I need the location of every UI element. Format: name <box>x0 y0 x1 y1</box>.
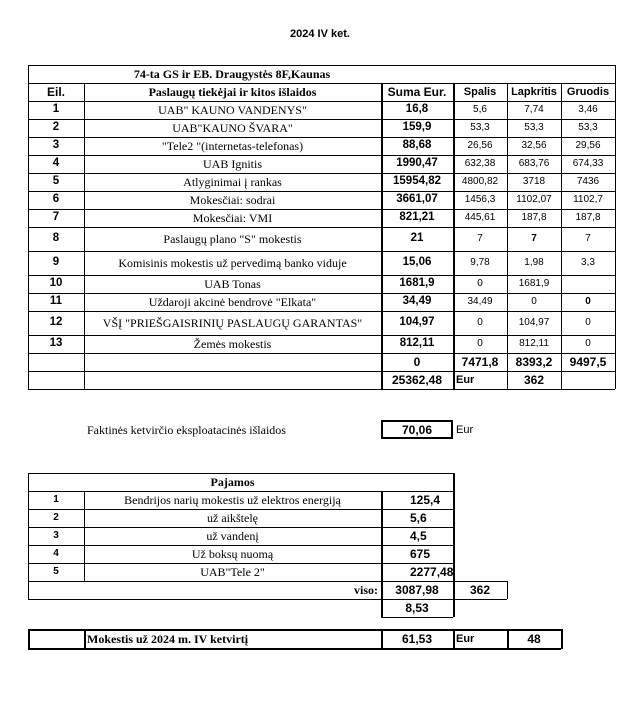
table-rule <box>381 491 383 617</box>
table-rule <box>28 251 615 252</box>
table-rule <box>453 473 455 617</box>
expense-row-7-m1: 445,61 <box>464 212 496 223</box>
expense-row-12-m3: 0 <box>585 317 591 328</box>
expense-row-1-m3: 3,46 <box>578 104 598 115</box>
expense-row-5-m1: 4800,82 <box>461 176 499 187</box>
expense-row-3-sum: 88,68 <box>402 139 432 152</box>
period-title: 2024 IV ket. <box>290 27 350 40</box>
fee-label: Mokestis už 2024 m. IV ketvirtį <box>87 632 249 646</box>
expense-row-7-name: Mokesčiai: VMI <box>192 211 273 225</box>
expense-row-9-sum: 15,06 <box>402 256 432 269</box>
table-rule <box>615 65 616 83</box>
table-rule <box>28 629 30 649</box>
expense-row-2-m1: 53,3 <box>470 122 490 133</box>
expense-row-3-name: "Tele2 "(internetas-telefonas) <box>161 139 304 153</box>
income-row-2-no: 2 <box>53 512 59 523</box>
expense-row-2-m3: 53,3 <box>578 122 598 133</box>
expense-row-9-no: 9 <box>52 256 60 269</box>
income-row-2-name: už aikštelę <box>207 511 258 525</box>
expense-row-13-name: Žemės mokestis <box>193 337 272 351</box>
income-row-1-name: Bendrijos narių mokestis už elektros energiją <box>124 493 341 507</box>
actual-costs-label: Faktinės ketvirčio eksploatacinės išlaidos <box>87 423 286 437</box>
expense-row-11-no: 11 <box>49 295 63 308</box>
table-rule <box>28 335 615 336</box>
income-row-3-no: 3 <box>53 530 59 541</box>
table-rule <box>453 581 507 582</box>
table-rule <box>28 65 615 66</box>
expense-row-13-no: 13 <box>49 337 63 350</box>
expense-row-8-m3: 7 <box>585 233 591 244</box>
income-row-1-no: 1 <box>53 494 59 505</box>
fee-unit: Eur <box>456 632 475 645</box>
table-rule <box>561 629 563 649</box>
expense-row-1-sum: 16,8 <box>405 103 429 116</box>
table-rule <box>28 563 453 564</box>
expense-row-7-sum: 821,21 <box>399 211 435 224</box>
expense-row-3-m1: 26,56 <box>467 140 493 151</box>
expense-row-10-no: 10 <box>49 277 63 290</box>
header-no: Eil. <box>46 85 65 99</box>
table-rule <box>28 227 615 228</box>
expense-row-12-name: VŠĮ "PRIEŠGAISRINIŲ PASLAUGŲ GARANTAS" <box>102 316 363 330</box>
expense-row-11-sum: 34,49 <box>402 295 432 308</box>
income-row-5-name: UAB"Tele 2" <box>200 565 265 579</box>
fee-value: 61,53 <box>401 632 433 646</box>
income-row-4-no: 4 <box>53 548 59 559</box>
table-rule <box>28 173 615 174</box>
expense-row-10-m3 <box>561 275 615 293</box>
expense-row-9-m1: 9,78 <box>470 257 490 268</box>
expense-row-1-no: 1 <box>52 103 60 116</box>
expense-row-13-m3: 0 <box>585 338 591 349</box>
expense-row-6-m3: 1102,7 <box>573 194 603 205</box>
expense-row-7-no: 7 <box>52 211 60 224</box>
expense-row-12-no: 12 <box>49 316 63 329</box>
table-rule <box>381 83 383 389</box>
expense-row-8-m2: 7 <box>531 233 537 244</box>
expense-row-4-m2: 683,76 <box>518 158 550 169</box>
expense-row-4-name: UAB Ignitis <box>202 157 262 171</box>
expense-row-6-no: 6 <box>52 193 60 206</box>
expense-row-13-sum: 812,11 <box>399 337 435 350</box>
table-rule <box>561 83 562 389</box>
income-row-4-name: Už boksų nuomą <box>191 547 274 561</box>
table-rule <box>28 155 615 156</box>
expense-row-8-m1: 7 <box>477 233 483 244</box>
income-row-5-no: 5 <box>53 566 59 577</box>
actual-costs-value: 70,06 <box>381 420 453 439</box>
table-rule <box>381 629 383 649</box>
income-row-3-value: 4,5 <box>410 529 427 543</box>
expense-row-11-name: Uždaroji akcinė bendrovė "Elkata" <box>148 295 317 309</box>
expense-row-6-m2: 1102,07 <box>516 194 552 205</box>
table-rule <box>28 389 615 390</box>
table-rule <box>28 137 615 138</box>
table-rule <box>28 353 615 354</box>
expense-row-10-m2: 1681,9 <box>518 278 550 289</box>
table-rule <box>381 617 453 618</box>
income-viso-value: 3087,98 <box>395 583 439 597</box>
expense-row-2-m2: 53,3 <box>524 122 544 133</box>
table-rule <box>28 371 615 372</box>
table-rule <box>28 209 615 210</box>
table-rule <box>507 629 509 649</box>
table-rule <box>28 275 615 276</box>
table-rule <box>28 629 561 631</box>
expense-row-5-m2: 3718 <box>522 176 546 187</box>
expense-row-13-m2: 812,11 <box>519 338 549 349</box>
table-rule <box>507 83 508 389</box>
income-per-unit: 8,53 <box>405 601 429 615</box>
expense-row-11-m3: 0 <box>585 296 591 307</box>
table-rule <box>28 509 453 510</box>
table-rule <box>28 119 615 120</box>
expense-row-3-m2: 32,56 <box>521 140 547 151</box>
header-october: Spalis <box>463 85 497 98</box>
expense-row-5-m3: 7436 <box>576 176 600 187</box>
table-rule <box>28 311 615 312</box>
expense-row-8-no: 8 <box>52 232 60 245</box>
header-sum: Suma Eur. <box>387 85 447 99</box>
totals-m1: 7471,8 <box>461 355 499 369</box>
table-rule <box>28 599 507 600</box>
expense-row-10-sum: 1681,9 <box>399 277 435 290</box>
expense-row-11-m1: 34,49 <box>467 296 493 307</box>
expense-row-9-name: Komisinis mokestis už pervedimą banko viduje <box>118 256 347 270</box>
expense-row-3-no: 3 <box>52 139 60 152</box>
table-rule <box>28 293 615 294</box>
expense-row-1-name: UAB" KAUNO VANDENYS" <box>158 103 307 117</box>
expense-row-4-no: 4 <box>52 157 60 170</box>
expense-row-1-m2: 7,74 <box>524 104 544 115</box>
income-viso-count: 362 <box>469 583 491 597</box>
grand-total-sum: 25362,48 <box>391 373 443 387</box>
totals-m3: 9497,5 <box>569 355 607 369</box>
table-rule <box>28 581 453 582</box>
expense-row-8-sum: 21 <box>410 232 424 245</box>
expense-row-4-m3: 674,33 <box>572 158 604 169</box>
expense-row-5-name: Atlyginimai į rankas <box>183 175 282 189</box>
expense-row-6-name: Mokesčiai: sodrai <box>189 193 276 207</box>
table-rule <box>28 491 453 492</box>
expense-row-10-m1: 0 <box>477 278 483 289</box>
expense-row-10-name: UAB Tonas <box>204 277 261 291</box>
expense-row-12-sum: 104,97 <box>399 316 435 329</box>
expense-row-11-m2: 0 <box>531 296 537 307</box>
table-rule <box>84 491 85 581</box>
header-november: Lapkritis <box>511 85 557 98</box>
expense-row-3-m3: 29,56 <box>575 140 601 151</box>
expense-row-6-m1: 1456,3 <box>464 194 496 205</box>
table-rule <box>28 581 29 599</box>
table-rule <box>453 83 455 389</box>
table-rule <box>28 473 453 474</box>
table-rule <box>84 83 85 389</box>
expense-row-7-m3: 187,8 <box>575 212 601 223</box>
expense-row-1-m1: 5,6 <box>473 104 487 115</box>
totals-sum: 0 <box>413 355 421 369</box>
expense-row-9-m3: 3,3 <box>581 257 595 268</box>
table-rule <box>453 629 455 649</box>
expense-row-6-sum: 3661,07 <box>396 193 438 206</box>
address-title: 74-ta GS ir EB. Draugystės 8F,Kaunas <box>133 67 331 81</box>
grand-total-count: 362 <box>523 373 545 387</box>
table-rule <box>28 101 615 102</box>
table-rule <box>28 545 453 546</box>
income-row-5-value: 2277,48 <box>410 565 453 579</box>
expense-row-2-name: UAB"KAUNO ŠVARA" <box>172 121 293 135</box>
expense-row-5-sum: 15954,82 <box>393 175 441 188</box>
income-row-2-value: 5,6 <box>410 511 427 525</box>
expense-row-12-m1: 0 <box>477 317 483 328</box>
expense-row-5-no: 5 <box>52 175 60 188</box>
header-december: Gruodis <box>566 85 610 98</box>
income-row-3-name: už vandenį <box>206 529 259 543</box>
expense-row-8-name: Paslaugų plano "S" mokestis <box>163 232 302 246</box>
income-title: Pajamos <box>210 475 255 489</box>
expense-row-9-m2: 1,98 <box>524 257 544 268</box>
table-rule <box>28 191 615 192</box>
expense-row-4-m1: 632,38 <box>464 158 496 169</box>
expense-row-4-sum: 1990,47 <box>396 157 438 170</box>
expense-row-12-m2: 104,97 <box>518 317 550 328</box>
income-row-4-value: 675 <box>410 547 431 561</box>
table-rule <box>84 629 86 649</box>
table-rule <box>28 83 615 84</box>
expense-row-7-m2: 187,8 <box>521 212 547 223</box>
actual-costs-unit: Eur <box>456 423 474 436</box>
totals-m2: 8393,2 <box>515 355 553 369</box>
income-row-1-value: 125,4 <box>410 493 441 507</box>
table-rule <box>28 527 453 528</box>
income-viso-label: viso: <box>354 583 378 597</box>
grand-total-unit: Eur <box>456 373 475 386</box>
table-rule <box>28 65 29 83</box>
table-rule <box>507 581 508 599</box>
header-name: Paslaugų tiekėjai ir kitos išlaidos <box>148 85 317 99</box>
expense-row-2-no: 2 <box>52 121 60 134</box>
expense-row-13-m1: 0 <box>477 338 483 349</box>
table-rule <box>28 648 561 650</box>
table-rule <box>615 83 616 389</box>
table-rule <box>28 83 29 389</box>
fee-count: 48 <box>527 632 541 646</box>
expense-row-2-sum: 159,9 <box>402 121 432 134</box>
